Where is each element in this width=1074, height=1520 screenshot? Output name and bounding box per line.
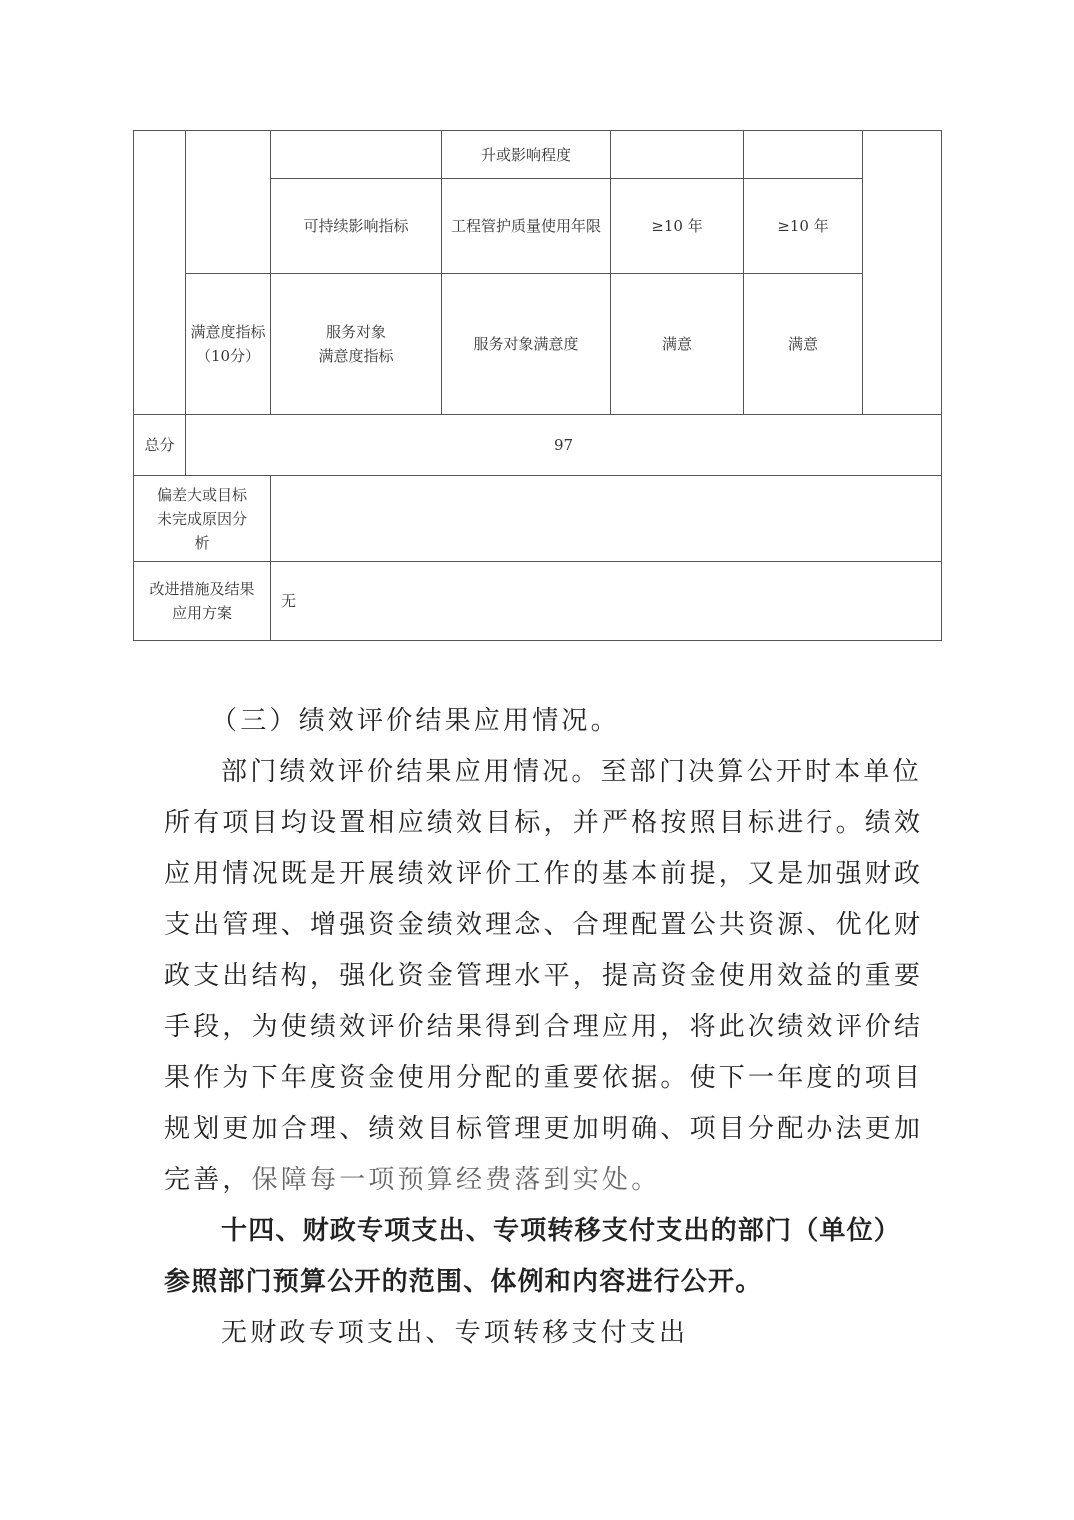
section-title: （三）绩效评价结果应用情况。 (211, 706, 620, 736)
indicator-cell: 工程管护质量使用年限 (442, 179, 611, 274)
indicator-cell: 升或影响程度 (442, 131, 611, 179)
category-cell: 服务对象 满意度指标 (271, 274, 442, 415)
performance-table (133, 130, 942, 641)
actual-cell: ≥10 年 (744, 179, 863, 274)
actual-cell (744, 131, 863, 179)
improvement-value: 无 (271, 562, 942, 641)
blank-level0-cell (134, 131, 186, 415)
category-cell: 可持续影响指标 (271, 179, 442, 274)
total-label: 总分 (134, 415, 186, 476)
paragraph-main-tail: 保障每一项预算经费落到实处。 (251, 1165, 661, 1195)
target-cell (611, 131, 744, 179)
target-cell: 满意 (611, 274, 744, 415)
blank-category-cell (271, 131, 442, 179)
level1-indicator-cell: 满意度指标（10分） (186, 274, 271, 415)
paragraph-main (164, 747, 924, 1206)
improvement-label: 改进措施及结果应用方案 (134, 562, 271, 641)
total-value: 97 (186, 415, 942, 476)
deviation-label: 偏差大或目标未完成原因分析 (134, 476, 271, 562)
deviation-value (271, 476, 942, 562)
indicator-cell: 服务对象满意度 (442, 274, 611, 415)
blank-score-cell (863, 131, 942, 415)
blank-level1-cell (186, 131, 271, 274)
heading-14: 十四、财政专项支出、专项转移支付支出的部门（单位）参照部门预算公开的范围、体例和内容进行公开。 (164, 1216, 902, 1297)
actual-cell: 满意 (744, 274, 863, 415)
body-text (164, 696, 924, 1359)
paragraph-main-text: 部门绩效评价结果应用情况。至部门决算公开时本单位所有项目均设置相应绩效目标，并严格按照目标进行。绩效应用情况既是开展绩效评价工作的基本前提，又是加强财政支出管理、增强资金绩效理念、合理配置公共资源、优化财政支出结构，强化资金管理水平，提高资金使用效益的重要手段，为使绩效评价结果得到合理应用，将此次绩效评价结果作为下年度资金使用分配的重要依据。使下一年度的项目规划更加合理、绩效目标管理更加明确、项目分配办法更加完善， (164, 757, 924, 1195)
paragraph-14: 无财政专项支出、专项转移支付支出 (221, 1318, 689, 1348)
target-cell: ≥10 年 (611, 179, 744, 274)
